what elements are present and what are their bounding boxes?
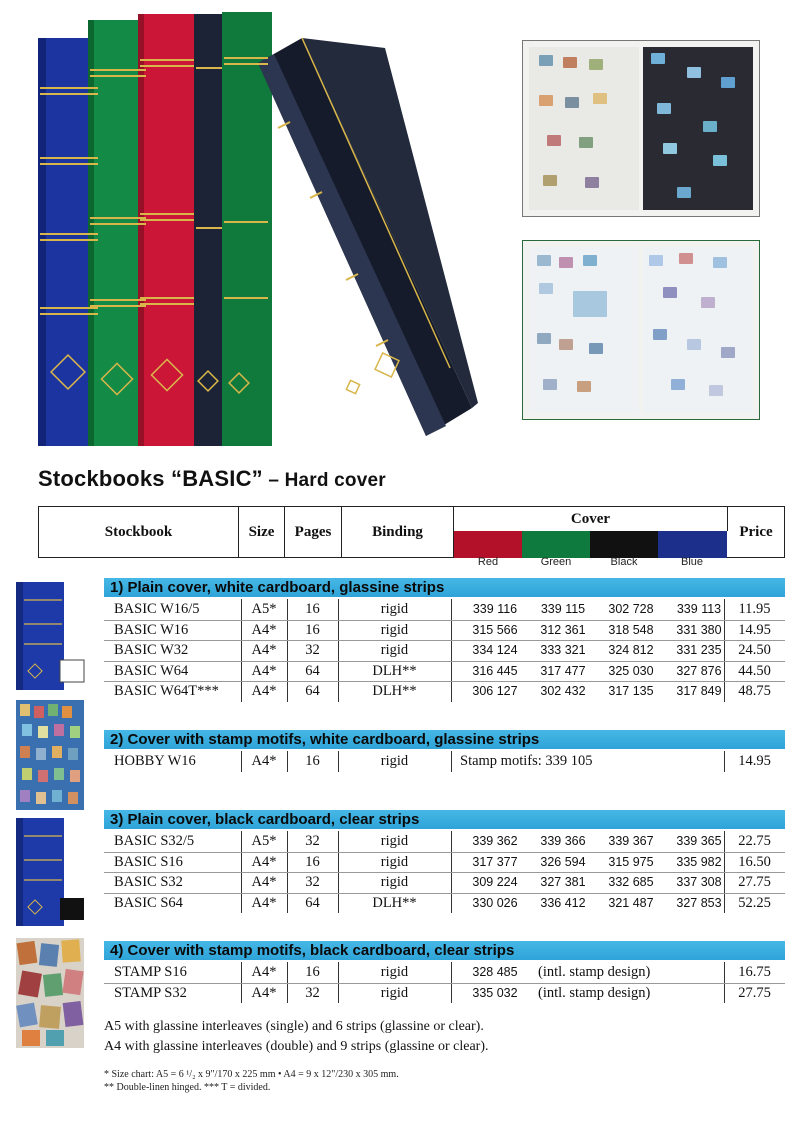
- product-price: 14.95: [738, 753, 771, 769]
- product-pages: 16: [305, 853, 320, 870]
- product-name: BASIC S32: [114, 874, 183, 891]
- table-row: [104, 661, 785, 682]
- footnote-dlh: ** Double-linen hinged. *** T = divided.: [104, 1082, 271, 1093]
- article-number-black: 325 030: [608, 663, 654, 678]
- article-number-red: 330 026: [472, 895, 518, 910]
- product-binding: DLH**: [372, 662, 417, 679]
- product-size: A4*: [251, 964, 277, 980]
- swatch-blue: [658, 531, 727, 558]
- stamp-motif-number: Stamp motifs: 339 105: [460, 753, 593, 769]
- product-pages: 16: [305, 964, 320, 980]
- product-size: A4*: [251, 984, 277, 1001]
- article-number-red: 334 124: [472, 643, 518, 658]
- table-row: [104, 640, 785, 661]
- article-number-black: 339 367: [608, 834, 654, 848]
- article-number-green: 326 594: [540, 854, 586, 869]
- table-row: [104, 620, 785, 641]
- notes: [104, 1017, 489, 1057]
- swatch-red: [454, 531, 522, 558]
- footnote-size-chart: * Size chart: A5 = 6 ¹/₂ x 9"/170 x 225 mm • A4 = 9 x 12"/230 x 305 mm.: [104, 1069, 399, 1080]
- article-number-green: 339 366: [540, 834, 586, 848]
- table-row: [104, 893, 785, 914]
- product-pages: 32: [305, 642, 320, 659]
- section-title: 3) Plain cover, black cardboard, clear strips: [104, 810, 785, 829]
- product-name: BASIC W16: [114, 621, 189, 638]
- product-price: 22.75: [738, 833, 771, 849]
- open-stockbook-photo-clear: [522, 240, 760, 420]
- article-number-black: 332 685: [608, 875, 654, 890]
- product-size: A4*: [251, 874, 277, 891]
- article-number-green: 312 361: [540, 622, 586, 637]
- product-pages: 32: [305, 833, 320, 849]
- product-name: BASIC S16: [114, 853, 183, 870]
- product-name: BASIC S64: [114, 894, 183, 911]
- section-title: 2) Cover with stamp motifs, white cardboard, glassine strips: [104, 730, 785, 749]
- product-pages: 64: [305, 683, 320, 700]
- product-price: 16.75: [738, 964, 771, 980]
- article-number-green: 339 115: [540, 602, 586, 616]
- article-number-green: 317 477: [540, 663, 586, 678]
- article-number: 335 032: [472, 985, 518, 1000]
- product-price: 44.50: [738, 662, 771, 679]
- article-number-black: 302 728: [608, 602, 654, 616]
- product-pages: 64: [305, 894, 320, 911]
- product-binding: rigid: [380, 753, 409, 769]
- product-size: A4*: [251, 753, 277, 769]
- product-binding: DLH**: [372, 894, 417, 911]
- stamp-design-note: (intl. stamp design): [538, 964, 651, 980]
- stamp-design-note: (intl. stamp design): [538, 984, 651, 1001]
- article-number-black: 317 135: [608, 684, 654, 699]
- product-size: A4*: [251, 683, 277, 700]
- article-number: 328 485: [472, 965, 518, 979]
- section-title: 1) Plain cover, white cardboard, glassine strips: [104, 578, 785, 597]
- product-pages: 16: [305, 753, 320, 769]
- product-price: 24.50: [738, 642, 771, 659]
- product-binding: rigid: [380, 642, 409, 659]
- product-binding: rigid: [380, 833, 409, 849]
- article-number-blue: 331 380: [676, 622, 722, 637]
- product-name: BASIC W64: [114, 662, 189, 679]
- header-pages: Pages: [285, 507, 342, 557]
- article-number-blue: 337 308: [676, 875, 722, 890]
- table-header: [38, 506, 785, 558]
- product-binding: rigid: [380, 601, 409, 617]
- color-label-red: Red: [477, 556, 499, 568]
- product-name: BASIC W64T***: [114, 683, 219, 700]
- article-number-blue: 339 365: [676, 834, 722, 848]
- product-name: BASIC S32/5: [114, 833, 195, 849]
- thumb-stamp-motif-book: [14, 700, 86, 812]
- article-number-green: 336 412: [540, 895, 586, 910]
- product-price: 48.75: [738, 683, 771, 700]
- product-binding: rigid: [380, 853, 409, 870]
- article-number-blue: 317 849: [676, 684, 722, 699]
- thumb-blue-book-black-card: [14, 818, 86, 930]
- header-price: Price: [739, 523, 773, 540]
- table-row: [104, 599, 785, 620]
- swatch-black: [590, 531, 658, 558]
- header-cover: Cover: [454, 507, 728, 531]
- article-number-black: 318 548: [608, 622, 654, 637]
- table-row: [104, 852, 785, 873]
- product-name: HOBBY W16: [114, 753, 196, 769]
- product-pages: 16: [305, 601, 320, 617]
- table-row: [104, 872, 785, 893]
- article-number-red: 339 116: [472, 602, 518, 616]
- footnotes: [104, 1068, 399, 1094]
- note-a5: A5 with glassine interleaves (single) and 6 strips (glassine or clear).: [104, 1019, 484, 1034]
- product-name: BASIC W32: [114, 642, 189, 659]
- article-number-red: 316 445: [472, 663, 518, 678]
- article-number-black: 315 975: [608, 854, 654, 869]
- product-pages: 32: [305, 874, 320, 891]
- thumb-stamp-collage-book: [14, 938, 86, 1050]
- note-a4: A4 with glassine interleaves (double) and 9 strips (glassine or clear).: [104, 1039, 489, 1054]
- product-price: 27.75: [738, 874, 771, 891]
- product-size: A4*: [251, 621, 277, 638]
- title-main: Stockbooks “BASIC”: [38, 466, 263, 491]
- article-number-black: 324 812: [608, 643, 654, 658]
- color-label-black: Black: [610, 556, 638, 568]
- article-number-blue: 331 235: [676, 643, 722, 658]
- product-size: A4*: [251, 662, 277, 679]
- article-number-red: 339 362: [472, 834, 518, 848]
- title-sub: – Hard cover: [262, 470, 386, 491]
- article-number-blue: 327 853: [676, 895, 722, 910]
- article-number-red: 315 566: [472, 622, 518, 637]
- product-name: STAMP S32: [114, 984, 187, 1001]
- color-label-blue: Blue: [680, 556, 704, 568]
- swatch-green: [522, 531, 590, 558]
- product-pages: 16: [305, 621, 320, 638]
- table-row: [104, 831, 785, 852]
- article-number-red: 306 127: [472, 684, 518, 699]
- product-size: A4*: [251, 853, 277, 870]
- header-binding: Binding: [342, 507, 454, 557]
- article-number-green: 327 381: [540, 875, 586, 890]
- open-stockbook-photo-white: [522, 40, 760, 217]
- article-number-blue: 327 876: [676, 663, 722, 678]
- product-pages: 32: [305, 984, 320, 1001]
- article-number-red: 309 224: [472, 875, 518, 890]
- product-price: 14.95: [738, 621, 771, 638]
- product-binding: rigid: [380, 964, 409, 980]
- article-number-red: 317 377: [472, 854, 518, 869]
- product-price: 11.95: [738, 601, 771, 617]
- article-number-green: 333 321: [540, 643, 586, 658]
- product-price: 27.75: [738, 984, 771, 1001]
- header-stockbook: Stockbook: [39, 507, 239, 557]
- table-row: [104, 751, 785, 772]
- header-size: Size: [239, 507, 285, 557]
- table-row: [104, 681, 785, 702]
- article-number-green: 302 432: [540, 684, 586, 699]
- section-title: 4) Cover with stamp motifs, black cardboard, clear strips: [104, 941, 785, 960]
- article-number-blue: 335 982: [676, 854, 722, 869]
- thumb-blue-plain-book: [14, 582, 86, 694]
- article-number-black: 321 487: [608, 895, 654, 910]
- product-name: STAMP S16: [114, 964, 187, 980]
- stockbooks-photo: [10, 8, 480, 448]
- product-binding: rigid: [380, 874, 409, 891]
- table-row: [104, 983, 785, 1004]
- product-binding: rigid: [380, 621, 409, 638]
- product-binding: rigid: [380, 984, 409, 1001]
- product-size: A5*: [251, 833, 277, 849]
- color-label-green: Green: [540, 556, 572, 568]
- product-pages: 64: [305, 662, 320, 679]
- product-size: A5*: [251, 601, 277, 617]
- page-title: [38, 466, 386, 492]
- article-number-blue: 339 113: [676, 602, 722, 616]
- table-row: [104, 962, 785, 983]
- product-binding: DLH**: [372, 683, 417, 700]
- product-size: A4*: [251, 894, 277, 911]
- product-size: A4*: [251, 642, 277, 659]
- product-name: BASIC W16/5: [114, 601, 200, 617]
- product-price: 16.50: [738, 853, 771, 870]
- product-price: 52.25: [738, 894, 771, 911]
